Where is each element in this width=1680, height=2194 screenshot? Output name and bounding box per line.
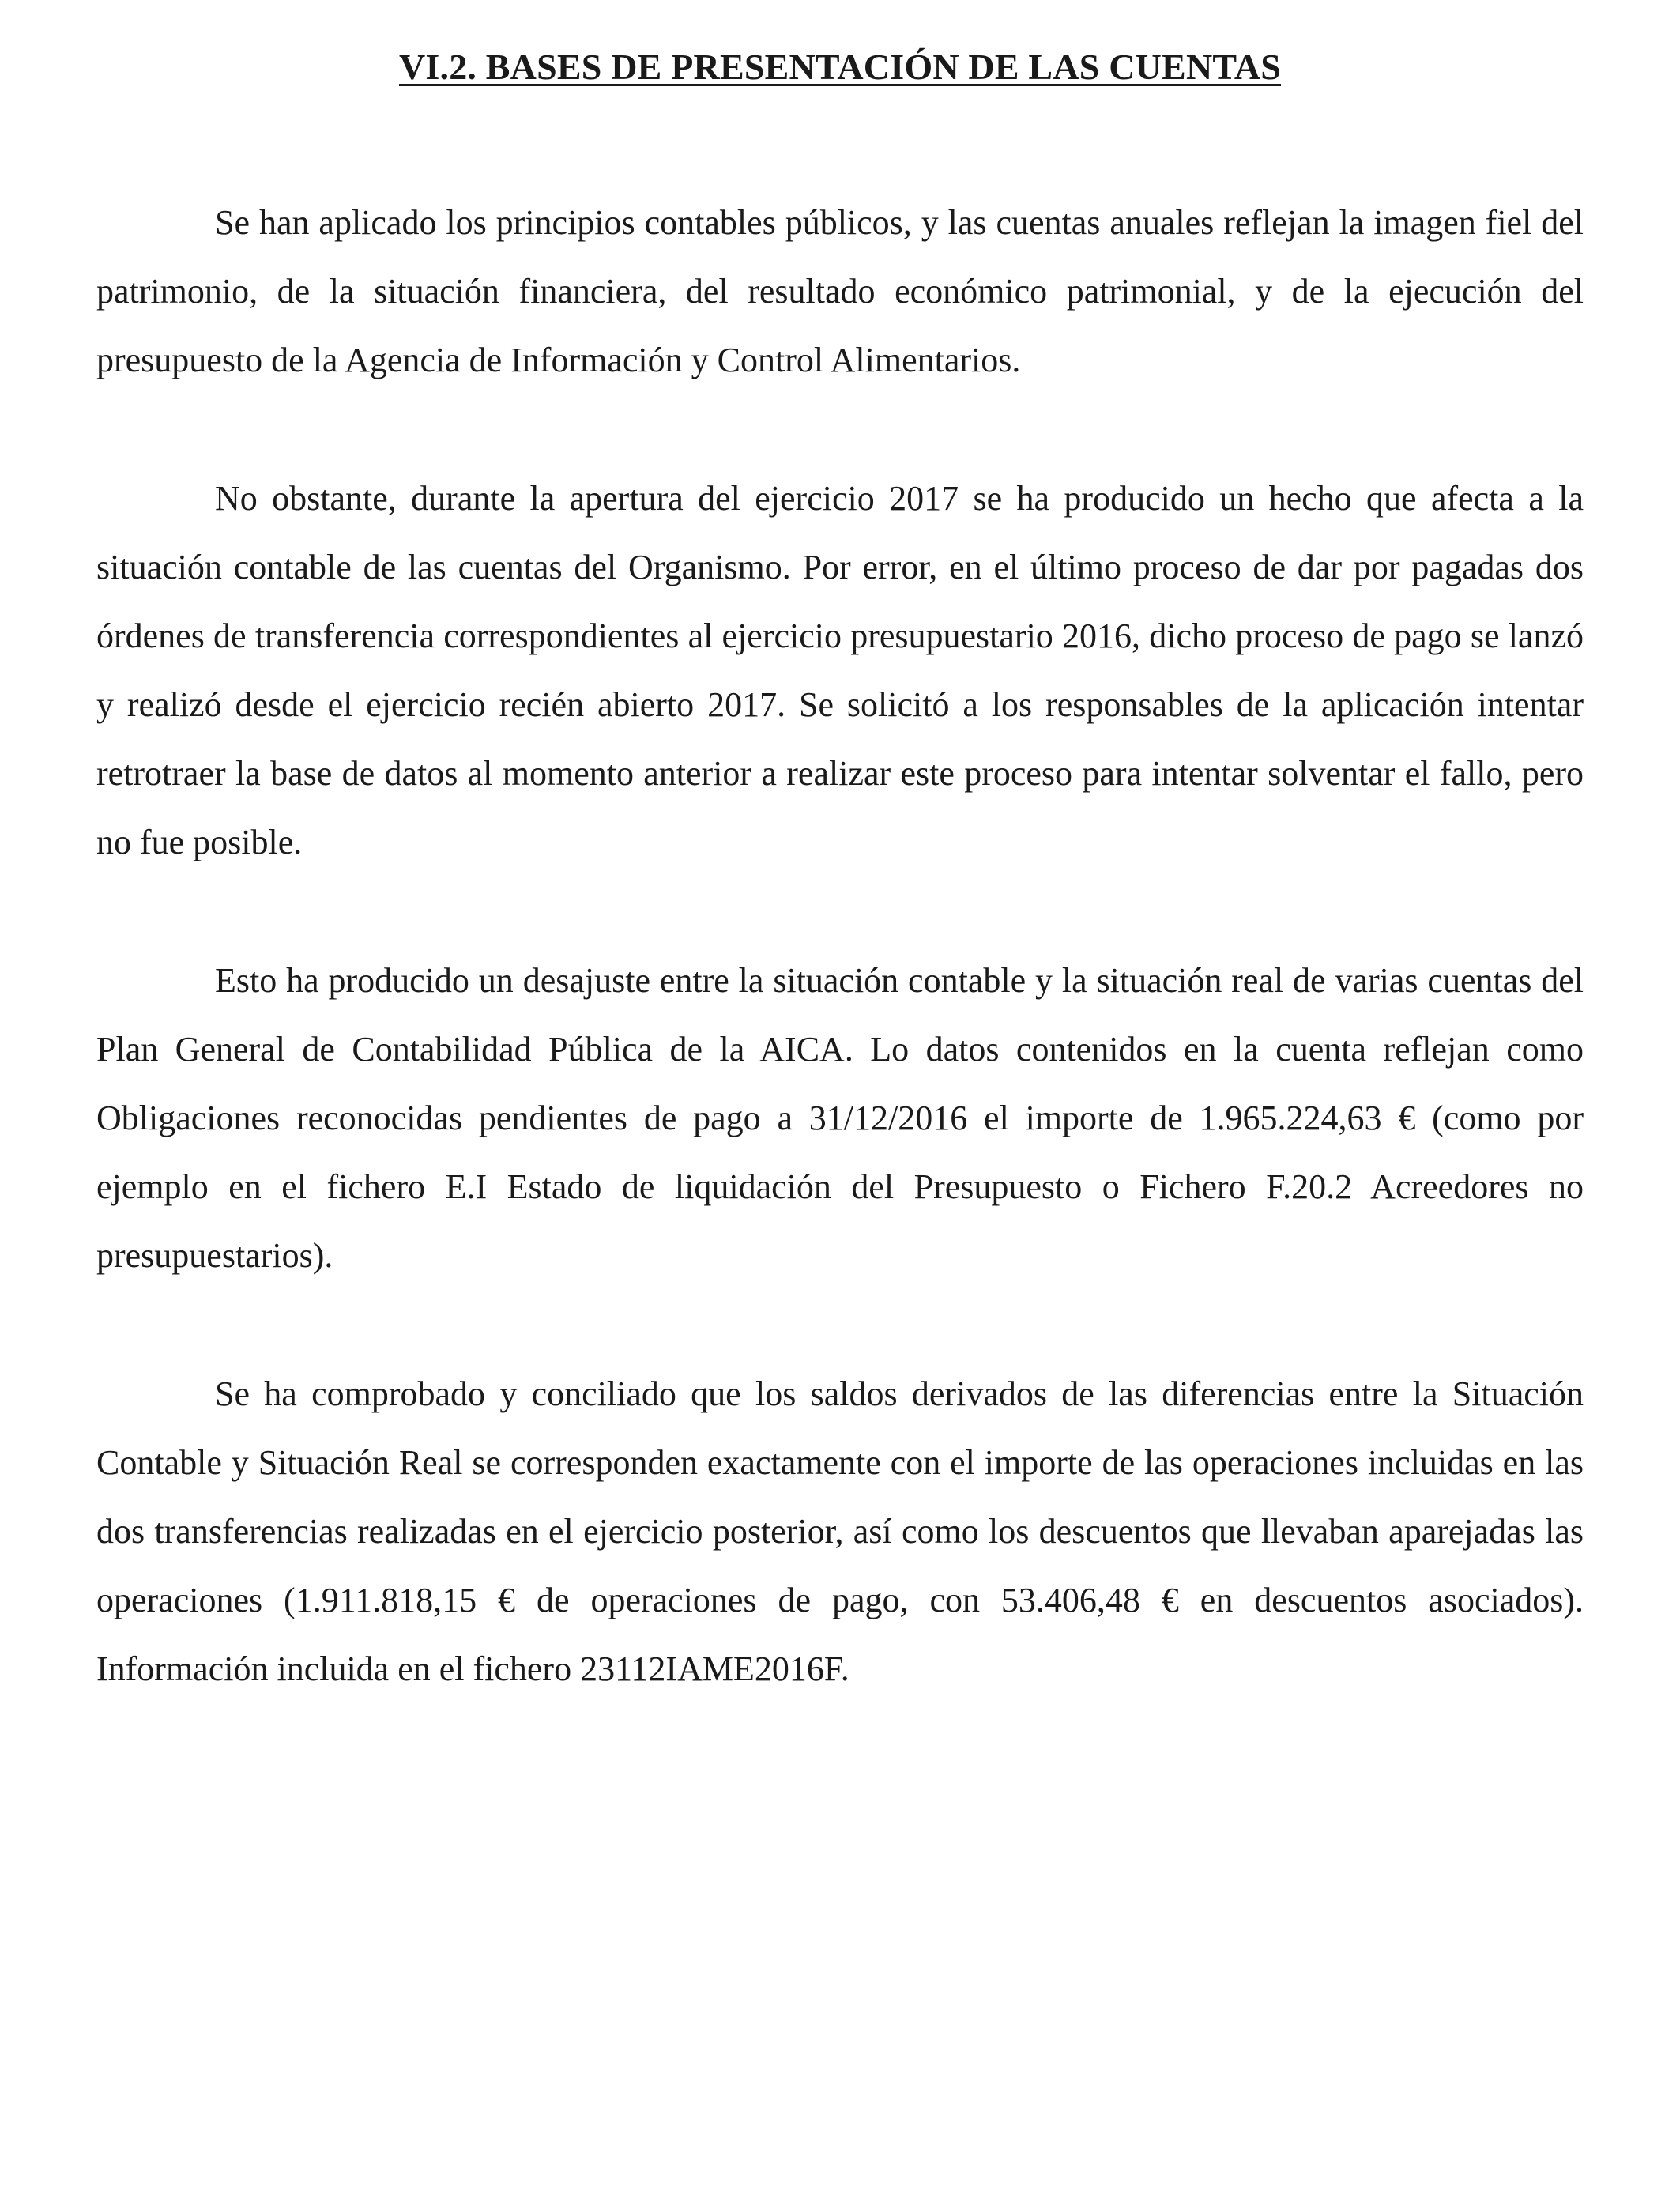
section-title: VI.2. BASES DE PRESENTACIÓN DE LAS CUENTAS (398, 46, 1282, 87)
paragraph-accounting-mismatch: Esto ha producido un desajuste entre la situación contable y la situación real de varias cuentas del Plan General de Contabilidad Pública de la AICA. Lo datos contenidos en la cuenta reflejan como Obligaciones reconocidas pendientes de pago a 31/12/2016 el importe de 1.965.224,63 € (como por ejemplo en el fichero E.I Estado de liquidación del Presupuesto o Fichero F.20.2 Acreedores no presupuestarios). (96, 961, 1584, 1275)
paragraph-reconciliation: Se ha comprobado y conciliado que los saldos derivados de las diferencias entre la Situación Contable y Situación Real se corresponden exactamente con el importe de las operaciones incluidas en las dos transferencias realizadas en el ejercicio posterior, así como los descuentos que llevaban aparejadas las operaciones (1.911.818,15 € de operaciones de pago, con 53.406,48 € en descuentos asociados). Información incluida en el fichero 23112IAME2016F. (96, 1374, 1584, 1688)
paragraph-principles: Se han aplicado los principios contables públicos, y las cuentas anuales reflejan la imagen fiel del patrimonio, de la situación financiera, del resultado económico patrimonial, y de la ejecución del presupuesto de la Agencia de Información y Control Alimentarios. (96, 203, 1584, 379)
paragraph-opening-error: No obstante, durante la apertura del ejercicio 2017 se ha producido un hecho que afecta a la situación contable de las cuentas del Organismo. Por error, en el último proceso de dar por pagadas dos órdenes de transferencia correspondientes al ejercicio presupuestario 2016, dicho proceso de pago se lanzó y realizó desde el ejercicio recién abierto 2017. Se solicitó a los responsables de la aplicación intentar retrotraer la base de datos al momento anterior a realizar este proceso para intentar solventar el fallo, pero no fue posible. (96, 479, 1584, 861)
